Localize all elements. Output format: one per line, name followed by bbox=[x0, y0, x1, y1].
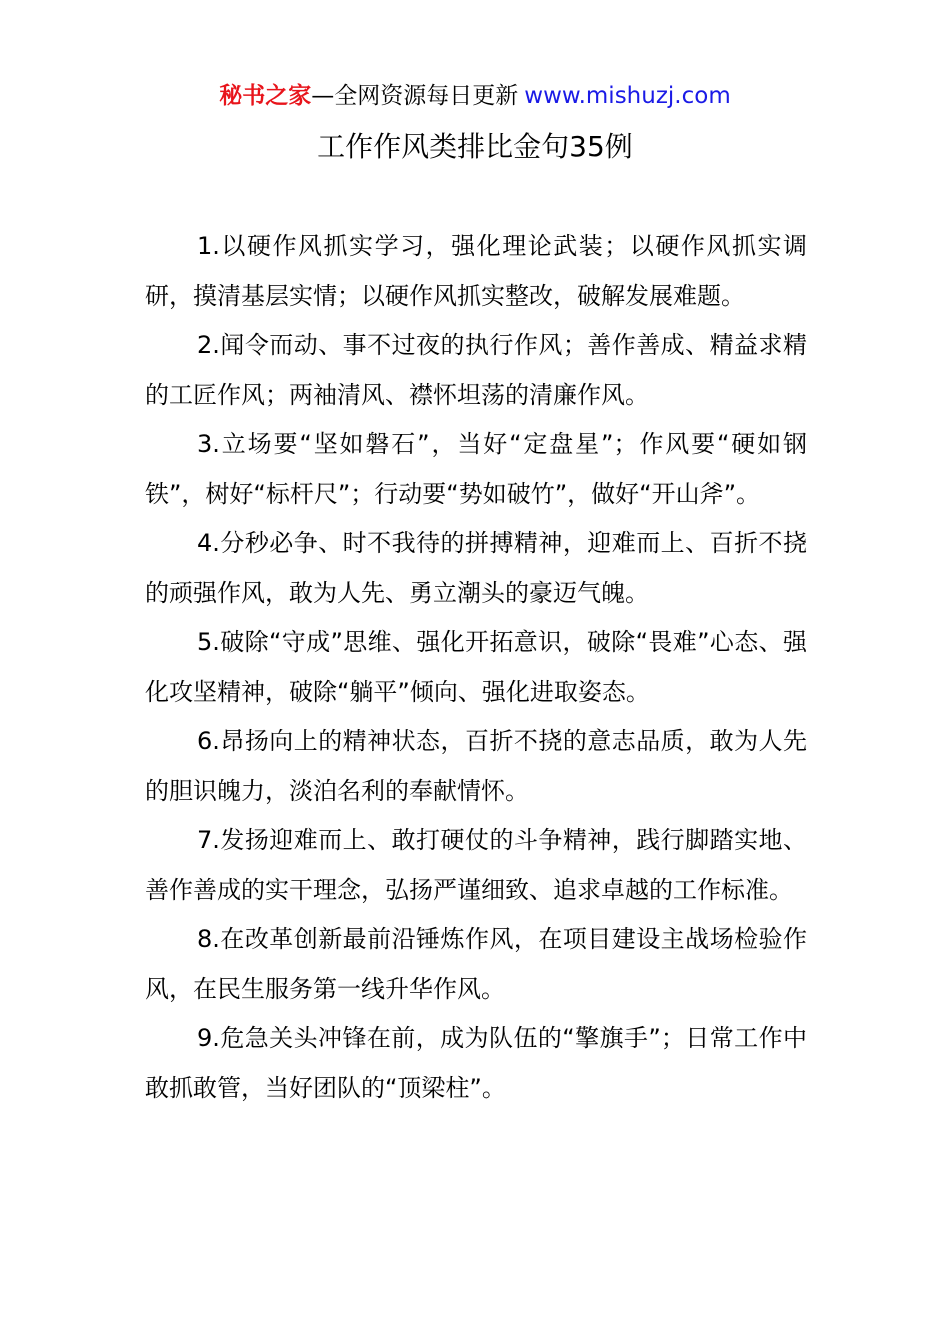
paragraph: 2.闻令而动、事不过夜的执行作风；善作善成、精益求精的工匠作风；两袖清风、襟怀坦荡的清廉作风。 bbox=[145, 331, 807, 409]
site-brand: 秘书之家 bbox=[219, 83, 312, 109]
paragraph: 9.危急关头冲锋在前，成为队伍的“擎旗手”；日常工作中敢抓敢管，当好团队的“顶梁柱”。 bbox=[145, 1024, 807, 1102]
paragraph: 6.昂扬向上的精神状态，百折不挠的意志品质，敢为人先的胆识魄力，淡泊名利的奉献情怀。 bbox=[145, 727, 807, 805]
paragraph: 7.发扬迎难而上、敢打硬仗的斗争精神，践行脚踏实地、善作善成的实干理念，弘扬严谨细致、追求卓越的工作标准。 bbox=[145, 826, 807, 904]
paragraph: 1.以硬作风抓实学习，强化理论武装；以硬作风抓实调研，摸清基层实情；以硬作风抓实整改，破解发展难题。 bbox=[145, 232, 807, 310]
site-url-link[interactable]: www.mishuzj.com bbox=[524, 83, 731, 109]
paragraph: 4.分秒必争、时不我待的拼搏精神，迎难而上、百折不挠的顽强作风，敢为人先、勇立潮头的豪迈气魄。 bbox=[145, 529, 807, 607]
site-header bbox=[0, 78, 950, 114]
header-dash: — bbox=[311, 83, 335, 109]
document-body bbox=[145, 222, 807, 1113]
paragraph: 8.在改革创新最前沿锤炼作风，在项目建设主战场检验作风，在民生服务第一线升华作风。 bbox=[145, 925, 807, 1003]
paragraph: 5.破除“守成”思维、强化开拓意识，破除“畏难”心态、强化攻坚精神，破除“躺平”倾向、强化进取姿态。 bbox=[145, 628, 807, 706]
site-slogan: 全网资源每日更新 bbox=[334, 83, 519, 109]
document-title: 工作作风类排比金句35例 bbox=[317, 130, 633, 163]
paragraph: 3.立场要“坚如磐石”，当好“定盘星”；作风要“硬如钢铁”，树好“标杆尺”；行动要“势如破竹”，做好“开山斧”。 bbox=[145, 430, 807, 508]
